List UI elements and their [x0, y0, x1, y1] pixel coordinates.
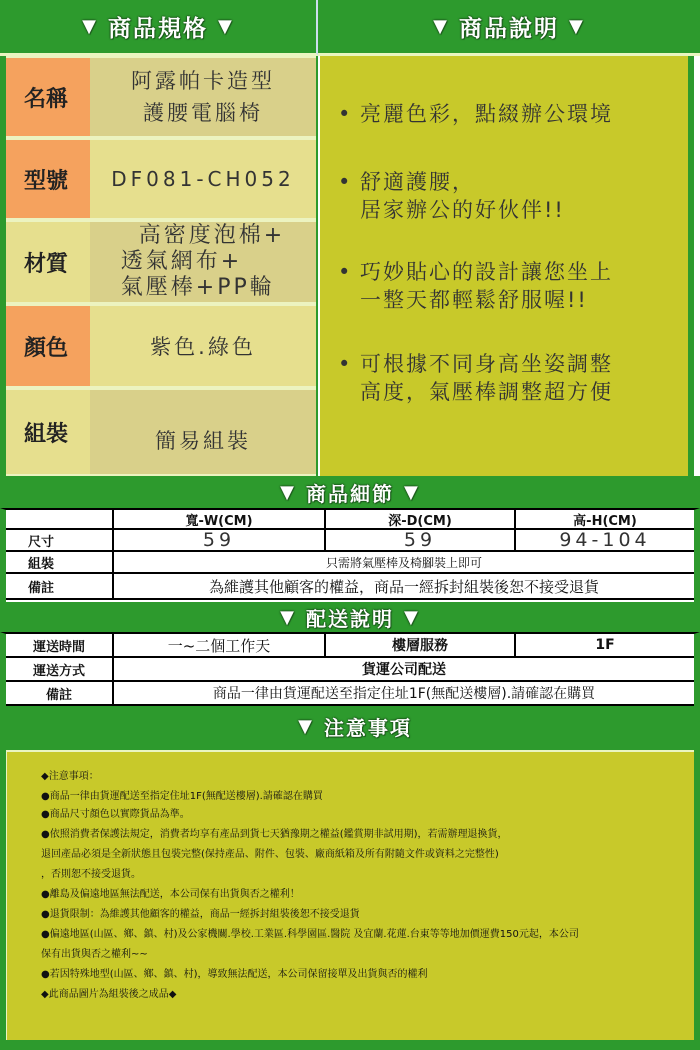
desc-item-3: [338, 258, 613, 314]
notice-text: ●離島及偏遠地區無法配送，本公司保有出貨與否之權利！: [41, 889, 300, 900]
delivery-remark-label: 備註: [6, 682, 114, 706]
desc-item-2-line-2: 居家辦公的好伙伴!!: [360, 198, 565, 222]
notice-item: [41, 928, 579, 942]
spec-assembly-value: [90, 390, 316, 474]
desc-item-4: [338, 350, 613, 406]
depth-value: 59: [326, 530, 516, 552]
arrow-down-icon: ▼: [82, 16, 98, 37]
spec-section-title: 商品規格: [108, 16, 208, 42]
notice-block: [6, 750, 694, 1040]
name-label-text: 名稱: [24, 86, 69, 112]
col-height-header: 高-H(CM): [516, 510, 694, 530]
desc-item-3-line-2: 一整天都輕鬆舒服喔!!: [360, 288, 588, 312]
arrow-down-icon: ▼: [298, 715, 314, 737]
arrow-down-icon: ▼: [218, 16, 234, 37]
assembly-row-label: 組裝: [6, 552, 114, 574]
spec-model-label: [6, 140, 90, 222]
desc-item-2-line-1: 舒適護腰，: [360, 170, 475, 194]
delivery-method-label: 運送方式: [6, 658, 114, 682]
assembly-row-note: 只需將氣壓棒及椅腳裝上即可: [114, 552, 694, 574]
notice-text: ●退貨限制：為維護其他顧客的權益，商品一經拆封組裝後恕不接受退貨: [41, 909, 360, 920]
desc-item-3-line-1: 巧妙貼心的設計讓您坐上: [360, 260, 613, 284]
notice-item: [41, 908, 360, 922]
spec-color-label: [6, 306, 90, 390]
spec-name-value: [90, 58, 316, 140]
desc-item-1-text: 亮麗色彩，點綴辦公環境: [360, 102, 613, 126]
notice-text: ●商品尺寸顏色以實際貨品為準。: [41, 809, 190, 820]
col-depth-header: 深-D(CM): [326, 510, 516, 530]
remark-row-text: 為維護其他顧客的權益，商品一經拆封組裝後恕不接受退貨: [114, 574, 694, 600]
delivery-section-header: [0, 602, 700, 632]
spec-material-value: [90, 222, 316, 306]
color-label-text: 顏色: [24, 335, 69, 361]
notice-heading: [41, 770, 99, 784]
desc-item-2: [338, 168, 565, 224]
delivery-remark-text: 商品一律由貨運配送至指定住址1F(無配送樓層).請確認在購買: [114, 682, 694, 706]
arrow-down-icon: ▼: [280, 481, 296, 503]
spec-assembly-label: [6, 390, 90, 474]
spec-color-value: [90, 306, 316, 390]
height-value: 94-104: [516, 530, 694, 552]
floor-service-value: 1F: [516, 634, 694, 658]
details-table: [0, 508, 700, 602]
notice-item: [41, 848, 499, 862]
description-block: [320, 56, 694, 476]
arrow-down-icon: ▼: [280, 606, 296, 628]
notice-footer-text: ◆此商品圖片為組裝後之成品◆: [41, 989, 177, 1000]
model-label-text: 型號: [24, 168, 69, 194]
details-header-blank: [6, 510, 114, 530]
details-section-header: [0, 476, 700, 508]
size-label: 尺寸: [6, 530, 114, 552]
bullet-icon: •: [338, 352, 353, 376]
notice-text: ●若因特殊地型(山區、鄉、鎮、村)，導致無法配送，本公司保留接單及出貨與否的權利: [41, 969, 428, 980]
desc-item-4-line-1: 可根據不同身高坐姿調整: [360, 352, 613, 376]
arrow-down-icon: ▼: [404, 481, 420, 503]
notice-item: [41, 808, 190, 822]
notice-item: [41, 790, 323, 804]
floor-service-label: 樓層服務: [326, 634, 516, 658]
desc-item-4-line-2: 高度，氣壓棒調整超方便: [360, 380, 613, 404]
notice-text: 退回產品必須是全新狀態且包裝完整(保持產品、附件、包裝、廠商紙箱及所有附隨文件或資料之完整性): [41, 849, 499, 860]
assembly-label-text: 組裝: [24, 421, 69, 447]
bullet-icon: •: [338, 170, 353, 194]
notice-item: [41, 828, 508, 842]
name-line-1: 阿露帕卡造型: [131, 69, 275, 93]
description-section-header: [318, 0, 700, 56]
material-line-3: 氣壓棒+PP輪: [120, 275, 275, 300]
delivery-time-value: 一~二個工作天: [114, 634, 326, 658]
notice-section-title: 注意事項: [323, 715, 412, 740]
notice-item: [41, 948, 148, 962]
desc-item-1: [338, 100, 613, 128]
details-section-title: 商品細節: [306, 481, 394, 506]
delivery-section-title: 配送說明: [306, 606, 394, 631]
arrow-down-icon: ▼: [433, 16, 449, 37]
assembly-value-text: 簡易組裝: [155, 429, 251, 453]
notice-item: [41, 888, 300, 902]
bullet-icon: •: [338, 102, 353, 126]
spec-material-label: [6, 222, 90, 306]
spec-section-header: [0, 0, 318, 56]
col-width-header: 寬-W(CM): [114, 510, 326, 530]
material-line-2: 透氣網布+: [120, 249, 243, 274]
color-value-text: 紫色.綠色: [150, 335, 256, 359]
name-line-2: 護腰電腦椅: [143, 101, 263, 125]
description-section-title: 商品說明: [459, 16, 559, 42]
arrow-down-icon: ▼: [569, 16, 585, 37]
notice-text: ●依照消費者保護法規定，消費者均享有產品到貨七天猶豫期之權益(鑑賞期非試用期)，若需辦理退換貨，: [41, 829, 508, 840]
spec-model-value: [90, 140, 316, 222]
material-line-1: 高密度泡棉+: [138, 223, 286, 248]
notice-text: 保有出貨與否之權利~~: [41, 949, 148, 960]
delivery-time-label: 運送時間: [6, 634, 114, 658]
spec-name-label: [6, 58, 90, 140]
width-value: 59: [114, 530, 326, 552]
notice-item: [41, 968, 428, 982]
arrow-down-icon: ▼: [404, 606, 420, 628]
notice-item: [41, 868, 141, 882]
notice-heading-text: ◆注意事項：: [41, 771, 99, 782]
notice-section-header: [0, 706, 700, 746]
notice-footer: [41, 988, 176, 1002]
material-label-text: 材質: [24, 251, 69, 277]
notice-text: ●偏遠地區(山區、鄉、鎮、村)及公家機關.學校.工業區.科學園區.醫院 及宜蘭.花蓮.台東等等地加價運費150元起，本公司: [41, 929, 579, 940]
delivery-table: [0, 632, 700, 706]
delivery-method-value: 貨運公司配送: [114, 658, 694, 682]
notice-text: ●商品一律由貨運配送至指定住址1F(無配送樓層).請確認在購買: [41, 791, 323, 802]
remark-row-label: 備註: [6, 574, 114, 600]
model-value-text: DF081-CH052: [111, 167, 295, 191]
bullet-icon: •: [338, 260, 353, 284]
notice-text: ，否則恕不接受退貨。: [41, 869, 141, 880]
